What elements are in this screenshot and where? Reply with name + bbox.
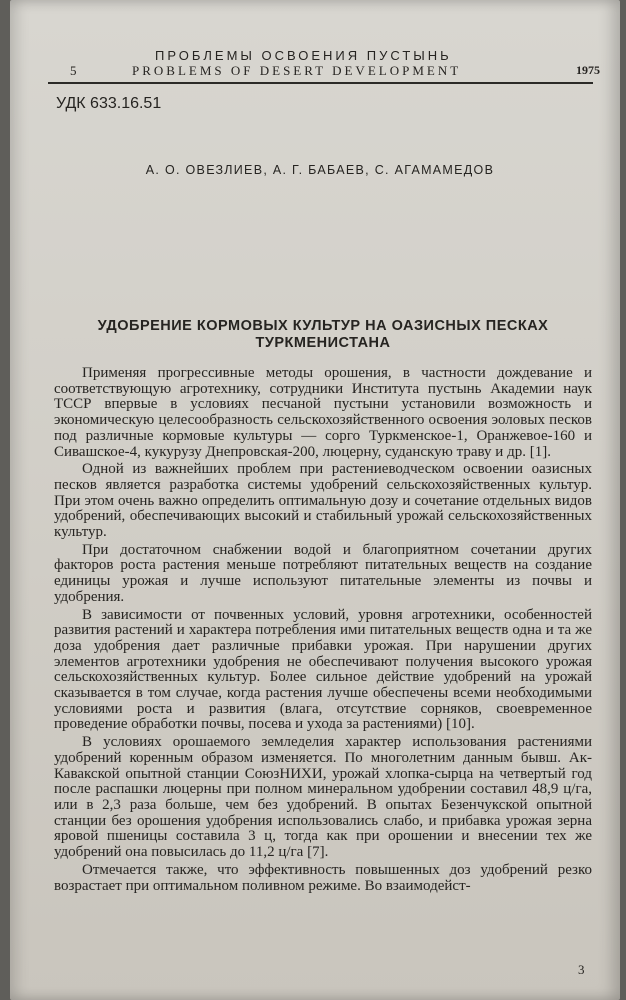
- paragraph: Одной из важнейших проблем при растениеводческом освоении оазисных песков является разработка системы удобрений сельскохозяйственных культур. При этом очень важно определить оптимальную дозу и сочетание отдельных видов удобрений, обеспечивающих высокий и стабильный урожай сельскохозяйственных культур.: [54, 461, 592, 541]
- running-header: [70, 63, 600, 79]
- paragraph: При достаточном снабжении водой и благоприятном сочетании других факторов роста растения меньше потребляют питательных веществ на создание единицы урожая и лучше используют питательные элементы из почвы и удобрения.: [54, 541, 592, 605]
- paragraph: В условиях орошаемого земледелия характер использования растениями удобрений коренным образом изменяется. По многолетним данным бывш. Ак-Кавакской опытной станции СоюзНИХИ, урожай хлопка-сырца на четвертый год после распашки люцерны при полном минеральном удобрении составил 48,9 ц/га, или в 2,3 раза больше, чем без удобрений. В опытах Безенчукской опытной станции без орошения удобрения использовались слабо, и прибавка урожая зерна яровой пшеницы составила 3 ц, тогда как при орошении и внесении тех же удобрений она повысилась до 11,2 ц/га [7].: [54, 734, 592, 861]
- article-title: УДОБРЕНИЕ КОРМОВЫХ КУЛЬТУР НА ОАЗИСНЫХ ПЕСКАХ ТУРКМЕНИСТАНА: [97, 318, 549, 351]
- article-body: [54, 366, 592, 894]
- udk-code: УДК 633.16.51: [56, 95, 162, 112]
- paragraph: Применяя прогрессивные методы орошения, в частности дождевание и соответствующую агротехнику, сотрудники Института пустынь Академии наук ТССР впервые в условиях песчаной пустыни установили возможность и экономическую целесообразность сельскохозяйственного освоения эоловых песков под различные кормовые культуры — сорго Туркменское-1, Оранжевое-160 и Сивашское-4, кукурузу Днепровская-200, люцерну, суданскую траву и др. [1].: [54, 365, 592, 460]
- journal-page: [10, 0, 620, 1000]
- journal-title-english: PROBLEMS OF DESERT DEVELOPMENT: [132, 63, 462, 78]
- paragraph: В зависимости от почвенных условий, уровня агротехники, особенностей развития растений и характера потребления ими питательных веществ одна и та же доза удобрения дает различные прибавки урожая. При нарушении других элементов агротехники удобрения не обеспечивают получения высокого урожая сельскохозяйственных культур. Более сильное действие удобрений на урожай сказывается в том случае, когда растения лучше обеспечены всеми необходимыми условиями роста и развития (влага, отсутствие сорняков, своевременное проведение обработки почвы, посева и ухода за растениями) [10].: [54, 606, 592, 733]
- publication-year: 1975: [576, 63, 600, 77]
- header-rule: [48, 82, 593, 84]
- page-number: 3: [578, 962, 585, 977]
- journal-title-russian: ПРОБЛЕМЫ ОСВОЕНИЯ ПУСТЫНЬ: [155, 48, 452, 63]
- issue-number: 5: [70, 63, 77, 78]
- article-authors: А. О. ОВЕЗЛИЕВ, А. Г. БАБАЕВ, С. АГАМАМЕДОВ: [145, 163, 495, 177]
- paragraph: Отмечается также, что эффективность повышенных доз удобрений резко возрастает при оптимальном поливном режиме. Во взаимодейст-: [54, 861, 592, 894]
